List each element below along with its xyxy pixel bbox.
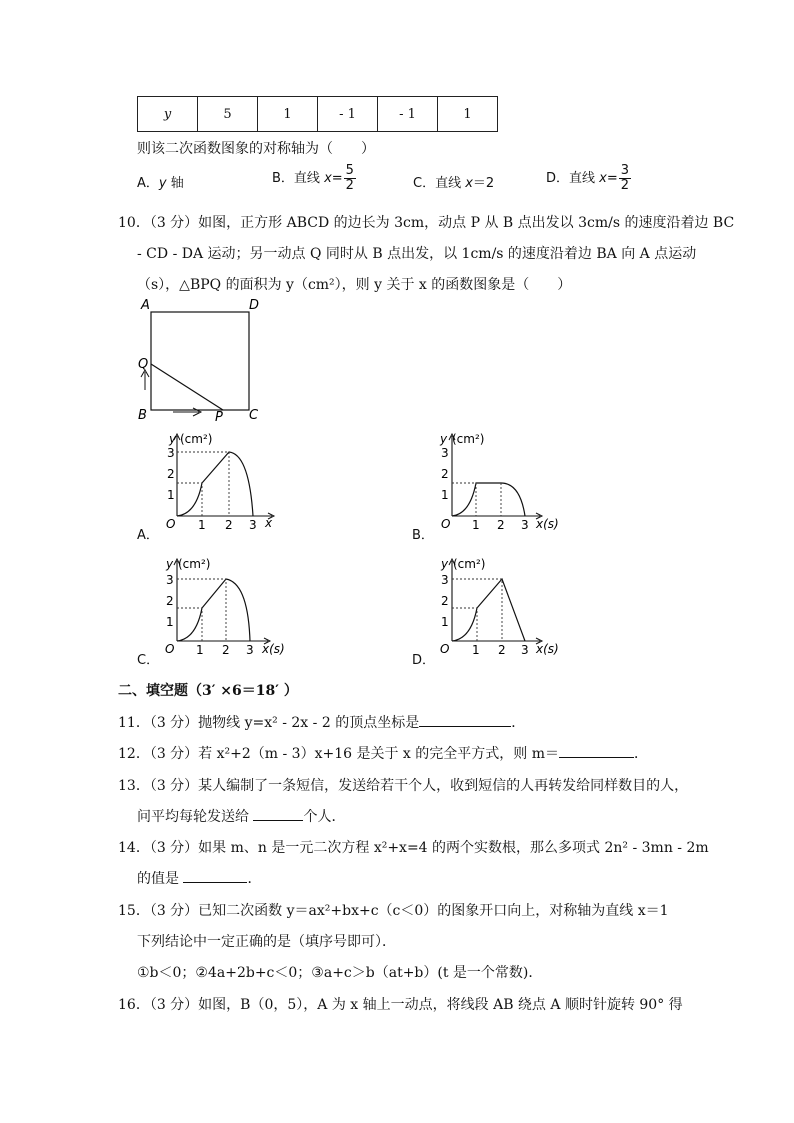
graph-a-curve: [177, 452, 253, 516]
tick-y-2: 2: [167, 467, 175, 481]
x-label: x(s): [262, 642, 285, 656]
table-cell: 1: [258, 97, 318, 132]
graph-d-curve: [452, 579, 525, 641]
option-var: x: [324, 171, 332, 186]
numerator: 5: [345, 163, 354, 178]
y-unit: (cm²): [453, 557, 486, 571]
tick-y-2: 2: [166, 594, 174, 608]
y-label: y: [166, 557, 174, 571]
q12-end: ．: [634, 746, 648, 762]
q9-option-c: [413, 172, 494, 191]
label-a: A: [141, 298, 150, 313]
graph-d: [430, 553, 565, 659]
q13-line-1: 13．（3 分）某人编制了一条短信，发送给若干个人，收到短信的人再转发给同样数目的人，: [118, 778, 689, 794]
tick-y-1: 1: [441, 488, 449, 502]
option-text: 轴: [166, 176, 184, 191]
denominator: 2: [345, 178, 354, 193]
table-row: [138, 97, 498, 132]
answer-blank: [419, 726, 511, 727]
graph-c-curve: [177, 579, 250, 641]
tick-x-1: 1: [198, 518, 206, 532]
option-var: x: [465, 176, 473, 191]
table-cell: 5: [198, 97, 258, 132]
tick-y-2: 2: [441, 594, 449, 608]
option-letter: B．: [272, 171, 294, 186]
segment-qp: [151, 364, 223, 410]
q13-text: 问平均每轮发送给: [137, 809, 254, 825]
label-q: Q: [138, 357, 149, 372]
y-unit: (cm²): [180, 432, 213, 446]
q15-line-1: 15．（3 分）已知二次函数 y＝ax²+bx+c（c＜0）的图象开口向上，对称轴为直线 x＝1: [118, 903, 669, 919]
option-letter: D．: [546, 171, 570, 186]
answer-blank: [253, 820, 303, 821]
x-label: x: [265, 516, 273, 530]
value-table: [137, 96, 498, 132]
tick-x-2: 2: [498, 643, 506, 657]
tick-x-2: 2: [222, 643, 230, 657]
denominator: 2: [620, 178, 630, 193]
q10-line-3: （s），△BPQ 的面积为 y（cm²），则 y 关于 x 的函数图象是（ ）: [137, 277, 572, 293]
guide-lines: [452, 483, 501, 516]
q9-stem: 则该二次函数图象的对称轴为（ ）: [137, 141, 375, 157]
q9-option-d: [546, 164, 632, 193]
q12: [118, 743, 648, 763]
tick-y-3: 3: [167, 446, 175, 460]
tick-x-2: 2: [225, 518, 233, 532]
option-var: x: [599, 171, 607, 186]
y-unit: (cm²): [452, 432, 485, 446]
graph-b-letter: B．: [412, 528, 434, 543]
q15-line-2: 下列结论中一定正确的是（填序号即可）．: [137, 934, 396, 950]
q13-end: 个人．: [303, 809, 346, 825]
origin-label: O: [441, 517, 451, 531]
table-row-label: y: [138, 97, 198, 132]
tick-y-1: 1: [166, 615, 174, 629]
option-var: y: [158, 176, 167, 191]
x-label: x(s): [536, 642, 559, 656]
option-letter: A．: [137, 176, 159, 191]
tick-y-3: 3: [441, 446, 449, 460]
option-text: 直线: [293, 171, 325, 186]
q15-line-3: ①b＜0；②4a+2b+c＜0；③a+c＞b（at+b）(t 是一个常数)．: [137, 965, 543, 981]
q10-line-2: - CD - DA 运动；另一动点 Q 同时从 B 点出发，以 1cm/s 的速度沿着边 BA 向 A 点运动: [137, 246, 697, 262]
tick-y-3: 3: [441, 573, 449, 587]
q14-line-2: [137, 868, 261, 888]
tick-x-1: 1: [472, 643, 480, 657]
q14-line-1: 14．（3 分）如果 m、n 是一元二次方程 x²+x=4 的两个实数根，那么多项式 2n² - 3mn - 2m: [118, 840, 709, 856]
option-eq: ＝2: [472, 176, 495, 191]
label-c: C: [249, 408, 259, 423]
tick-y-3: 3: [166, 573, 174, 587]
table-cell: 1: [438, 97, 498, 132]
tick-x-3: 3: [521, 643, 529, 657]
label-p: P: [215, 410, 223, 424]
option-text: 直线: [435, 176, 466, 191]
q10-line-1: 10．（3 分）如图，正方形 ABCD 的边长为 3cm，动点 P 从 B 点出发以 3cm/s 的速度沿着边 BC: [118, 215, 735, 231]
x-label: x(s): [536, 517, 559, 531]
label-d: D: [249, 298, 260, 313]
q11-text: 11．（3 分）抛物线 y=x² - 2x - 2 的顶点坐标是: [118, 715, 420, 731]
graph-c: [158, 553, 293, 659]
option-eq: =: [331, 171, 343, 186]
graph-c-letter: C．: [137, 653, 160, 668]
q12-text: 12．（3 分）若 x²+2（m - 3）x+16 是关于 x 的完全平方式，则 m＝: [118, 746, 559, 762]
tick-x-1: 1: [196, 643, 204, 657]
q11-end: ．: [511, 715, 526, 731]
table-cell: - 1: [378, 97, 438, 132]
answer-blank: [183, 882, 247, 883]
tick-x-1: 1: [472, 518, 480, 532]
q9-option-a: [137, 172, 184, 191]
q14-text: 的值是: [137, 871, 184, 887]
tick-x-3: 3: [249, 518, 257, 532]
tick-x-2: 2: [497, 518, 505, 532]
numerator: 3: [620, 163, 630, 178]
graph-b-curve: [452, 483, 525, 516]
y-label: y: [169, 432, 177, 446]
option-text: 直线: [569, 171, 600, 186]
origin-label: O: [440, 642, 450, 656]
option-eq: =: [606, 171, 618, 186]
label-b: B: [138, 408, 147, 423]
y-label: y: [441, 557, 449, 571]
y-label: y: [440, 432, 448, 446]
graph-d-letter: D．: [412, 653, 436, 668]
q11: [118, 712, 525, 732]
graph-b: [430, 428, 565, 534]
table-cell: - 1: [318, 97, 378, 132]
origin-label: O: [166, 517, 176, 531]
y-unit: (cm²): [178, 557, 211, 571]
q16-line-1: 16．（3 分）如图，B（0，5），A 为 x 轴上一动点，将线段 AB 绕点 A 顺时针旋转 90° 得: [118, 997, 683, 1013]
tick-x-3: 3: [246, 643, 254, 657]
tick-y-1: 1: [441, 615, 449, 629]
fraction: [619, 164, 631, 193]
tick-y-1: 1: [167, 488, 175, 502]
tick-x-3: 3: [521, 518, 529, 532]
fraction: [344, 164, 356, 193]
q9-option-b: [272, 164, 357, 193]
q13-line-2: [137, 806, 345, 826]
square-figure: [135, 298, 270, 424]
graph-a: [158, 428, 293, 534]
graph-a-letter: A．: [137, 528, 159, 543]
tick-y-2: 2: [441, 467, 449, 481]
q14-end: ．: [247, 871, 262, 887]
origin-label: O: [165, 642, 175, 656]
option-letter: C．: [413, 176, 436, 191]
answer-blank: [559, 757, 634, 758]
section-title: 二、填空题（3′ ×6＝18′ ）: [118, 683, 298, 699]
